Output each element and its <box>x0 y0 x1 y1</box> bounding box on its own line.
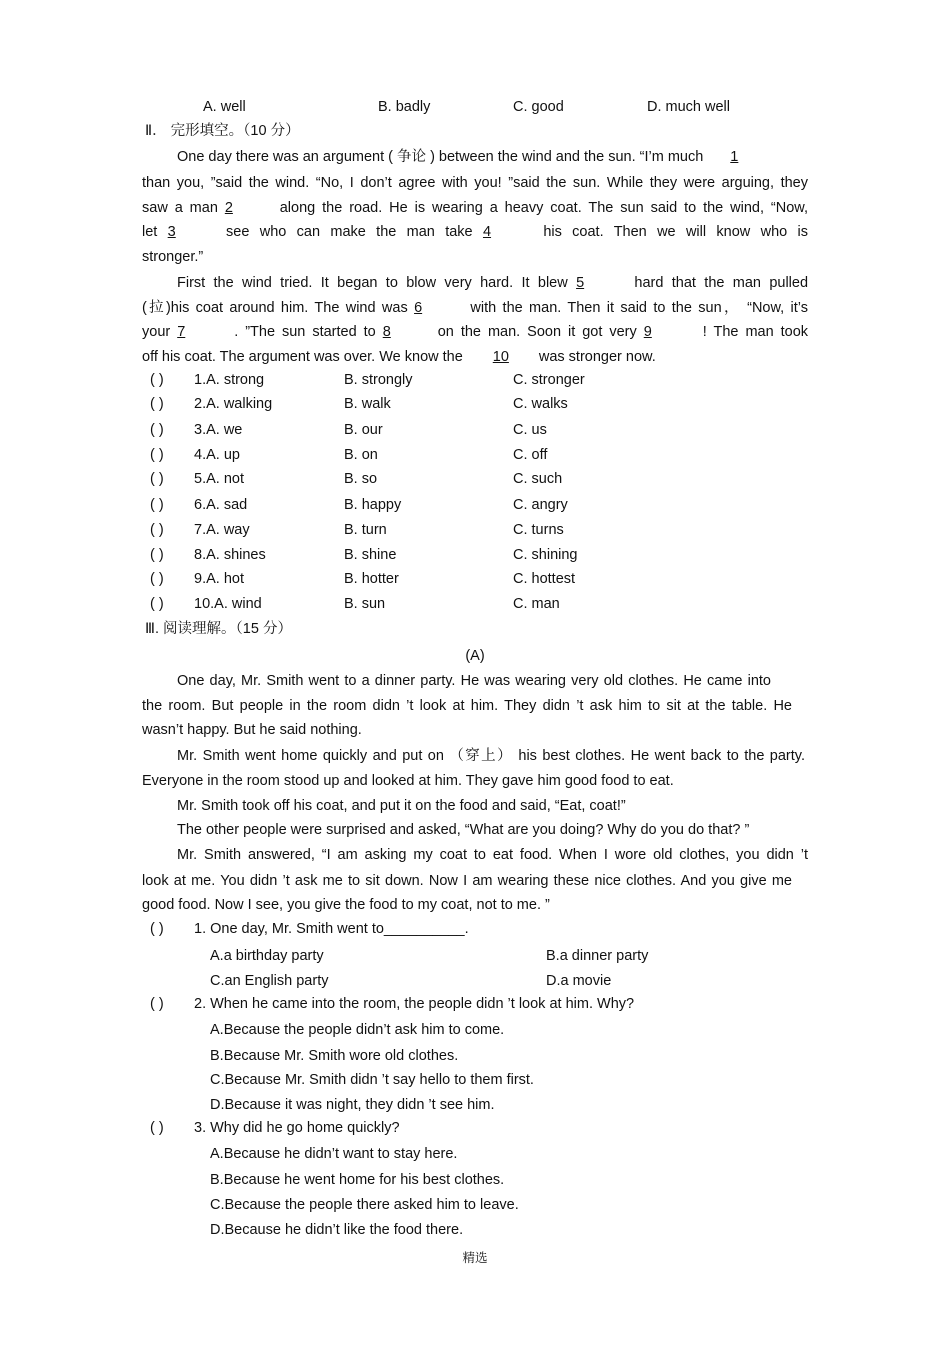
reading-p3: Mr. Smith took off his coat, and put it on the food and said, “Eat, coat!” <box>177 798 626 814</box>
option-c: C. turns <box>513 522 564 538</box>
cloze-blank-9: 9 <box>643 324 652 340</box>
option-a: A.Because the people didn’t ask him to come. <box>210 1022 505 1038</box>
cloze-line-2: than you, ”said the wind. “No, I don’t agree with you! ”said the sun. While they were arguing, they <box>142 175 808 191</box>
option-b: B.Because Mr. Smith wore old clothes. <box>210 1048 459 1064</box>
option-d: D.Because it was night, they didn ’t see him. <box>210 1097 495 1113</box>
answer-paren[interactable]: ( ) <box>150 1120 164 1136</box>
reading-p1-line-1: One day, Mr. Smith went to a dinner party. He was wearing very old clothes. He came into <box>177 673 771 689</box>
prev-option-b: B. badly <box>378 99 431 115</box>
option-b: B. happy <box>344 497 402 513</box>
option-a: 2.A. walking <box>194 396 273 412</box>
cloze-blank-3: 3 <box>167 224 176 240</box>
option-b: B. sun <box>344 596 386 612</box>
option-b: B. strongly <box>344 372 413 388</box>
option-a: 6.A. sad <box>194 497 248 513</box>
answer-paren[interactable]: ( ) <box>150 571 164 587</box>
option-b: B. our <box>344 422 383 438</box>
option-d: D.a movie <box>546 973 612 989</box>
answer-paren[interactable]: ( ) <box>150 447 164 463</box>
reading-p1-line-2: the room. But people in the room didn ’t look at him. They didn ’t ask him to sit at the table. He <box>142 698 792 714</box>
cloze-line-5: stronger.” <box>142 249 204 265</box>
reading-p4: The other people were surprised and asked, “What are you doing? Why do you do that? ” <box>177 822 750 838</box>
cloze-blank-6: 6 <box>414 300 423 316</box>
cloze-line-7: (拉)his coat around him. The wind was 6 with the man. Then it said to the sun， “Now, it’s <box>142 300 809 316</box>
option-b: B. so <box>344 471 378 487</box>
option-c: C. man <box>513 596 560 612</box>
answer-paren[interactable]: ( ) <box>150 396 164 412</box>
cloze-blank-10: 10 <box>492 349 509 365</box>
option-c: C. shining <box>513 547 578 563</box>
page-footer: 精选 <box>462 1251 488 1265</box>
cloze-blank-2: 2 <box>224 200 233 216</box>
reading-p2-line-2: Everyone in the room stood up and looked at him. They gave him good food to eat. <box>142 773 674 789</box>
option-a: A.a birthday party <box>210 948 324 964</box>
prev-option-a: A. well <box>203 99 246 115</box>
option-a: 3.A. we <box>194 422 243 438</box>
reading-p5-line-1: Mr. Smith answered, “I am asking my coat to eat food. When I wore old clothes, you didn ’t <box>177 847 808 863</box>
answer-paren[interactable]: ( ) <box>150 921 164 937</box>
cloze-blank-1: 1 <box>730 149 739 165</box>
answer-paren[interactable]: ( ) <box>150 422 164 438</box>
option-c: C. off <box>513 447 548 463</box>
reading-p2-line-1: Mr. Smith went home quickly and put on （穿上） his best clothes. He went back to the party. <box>177 748 805 764</box>
reading-p1-line-3: wasn’t happy. But he said nothing. <box>142 722 362 738</box>
cloze-blank-4: 4 <box>482 224 492 240</box>
cloze-line-1: One day there was an argument ( 争论 ) between the wind and the sun. “I’m much 1 <box>177 148 808 166</box>
option-d: D.Because he didn’t like the food there. <box>210 1222 464 1238</box>
option-b: B. on <box>344 447 378 463</box>
option-b: B.Because he went home for his best clothes. <box>210 1172 505 1188</box>
answer-paren[interactable]: ( ) <box>150 596 164 612</box>
option-a: 4.A. up <box>194 447 240 463</box>
option-a: 1.A. strong <box>194 372 265 388</box>
cloze-line-9: off his coat. The argument was over. We know the 10 was stronger now. <box>142 349 656 365</box>
prev-option-c: C. good <box>513 99 564 115</box>
answer-paren[interactable]: ( ) <box>150 372 164 388</box>
section-3-heading: Ⅲ. 阅读理解。（15 分） <box>145 621 292 637</box>
reading-p5-line-2: look at me. You didn ’t ask me to sit down. Now I am wearing these nice clothes. And you give me <box>142 873 792 889</box>
answer-paren[interactable]: ( ) <box>150 522 164 538</box>
cloze-line-6: First the wind tried. It began to blow very hard. It blew 5 hard that the man pulled <box>177 275 809 291</box>
option-c: C. walks <box>513 396 568 412</box>
option-c: C.an English party <box>210 973 329 989</box>
prev-option-d: D. much well <box>647 99 730 115</box>
option-c: C.Because Mr. Smith didn ’t say hello to them first. <box>210 1072 534 1088</box>
answer-paren[interactable]: ( ) <box>150 547 164 563</box>
option-c: C. us <box>513 422 547 438</box>
option-c: C. hottest <box>513 571 576 587</box>
cloze-line-8: your 7 . ”The sun started to 8 on the man. Soon it got very 9 ! The man took <box>142 324 809 340</box>
question-stem: 3. Why did he go home quickly? <box>194 1120 400 1136</box>
option-c: C. angry <box>513 497 568 513</box>
passage-a-label: (A) <box>465 648 485 664</box>
answer-paren[interactable]: ( ) <box>150 996 164 1012</box>
option-c: C. stronger <box>513 372 585 388</box>
option-a: A.Because he didn’t want to stay here. <box>210 1146 458 1162</box>
reading-p5-line-3: good food. Now I see, you give the food to my coat, not to me. ” <box>142 897 550 913</box>
option-c: C.Because the people there asked him to leave. <box>210 1197 519 1213</box>
cloze-blank-5: 5 <box>576 275 585 291</box>
option-a: 9.A. hot <box>194 571 244 587</box>
cloze-line-3: saw a man 2 along the road. He is wearing a heavy coat. The sun said to the wind, “Now, <box>142 200 808 216</box>
option-a: 8.A. shines <box>194 547 266 563</box>
option-b: B. shine <box>344 547 397 563</box>
cloze-line-4: let 3 see who can make the man take 4 his coat. Then we will know who is <box>142 224 809 240</box>
cloze-blank-8: 8 <box>382 324 391 340</box>
section-2-heading: Ⅱ． 完形填空。（10 分） <box>145 123 300 139</box>
question-stem: 1. One day, Mr. Smith went to__________. <box>194 921 469 937</box>
option-a: 10.A. wind <box>194 596 262 612</box>
answer-paren[interactable]: ( ) <box>150 471 164 487</box>
option-a: 7.A. way <box>194 522 250 538</box>
answer-paren[interactable]: ( ) <box>150 497 164 513</box>
option-b: B. hotter <box>344 571 399 587</box>
option-b: B. turn <box>344 522 387 538</box>
option-b: B. walk <box>344 396 391 412</box>
option-c: C. such <box>513 471 563 487</box>
question-stem: 2. When he came into the room, the people didn ’t look at him. Why? <box>194 996 635 1012</box>
cloze-blank-7: 7 <box>177 324 186 340</box>
option-b: B.a dinner party <box>546 948 649 964</box>
option-a: 5.A. not <box>194 471 244 487</box>
